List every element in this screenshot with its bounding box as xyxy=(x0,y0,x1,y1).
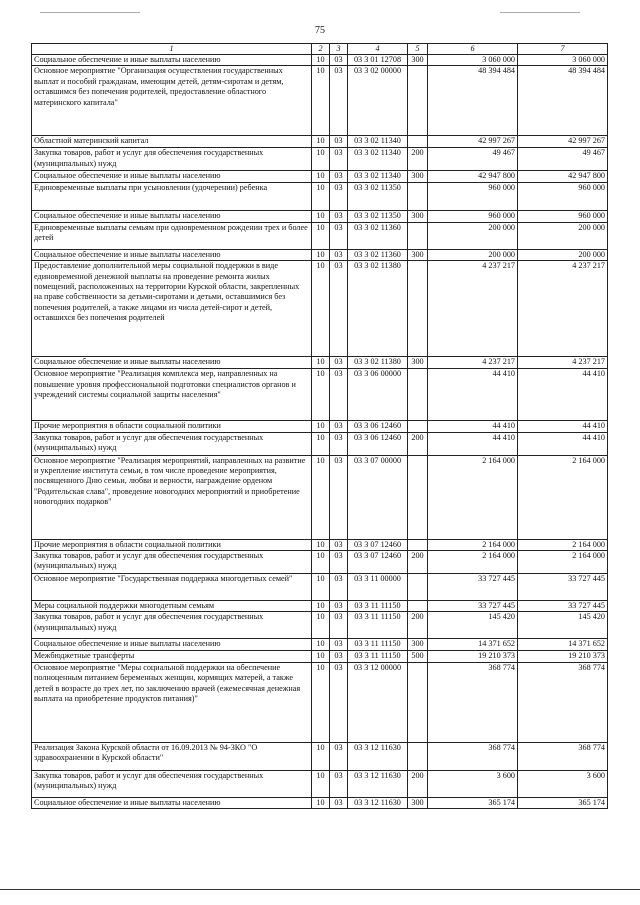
row-name-cell: Основное мероприятие "Реализация мероприятий, направленных на развитие и укрепление института семьи, в том числе проведение мероприятия, посвященного Дню семьи, любви и верности, награждение орденом "Родительская слава", проведение новогодних мероприятий и приобретение новогодних подарков" xyxy=(32,455,312,539)
expense-type-cell: 200 xyxy=(408,432,428,455)
amount-year1-cell: 44 410 xyxy=(428,369,518,421)
section-code-cell: 10 xyxy=(312,539,330,550)
row-name-cell: Межбюджетные трансферты xyxy=(32,651,312,662)
expense-type-cell: 200 xyxy=(408,148,428,171)
section-code-cell: 10 xyxy=(312,136,330,148)
row-name-cell: Единовременные выплаты семьям при одновременном рождении трех и более детей xyxy=(32,222,312,249)
amount-year2-cell: 42 947 800 xyxy=(518,171,608,183)
target-article-cell: 03 3 06 12460 xyxy=(348,421,408,432)
table-row xyxy=(32,651,608,662)
amount-year2-cell: 44 410 xyxy=(518,421,608,432)
amount-year2-cell: 4 237 217 xyxy=(518,261,608,357)
amount-year2-cell: 49 467 xyxy=(518,148,608,171)
section-code-cell: 10 xyxy=(312,432,330,455)
expense-type-cell xyxy=(408,183,428,211)
table-row xyxy=(32,662,608,742)
section-code-cell: 10 xyxy=(312,770,330,797)
section-code-cell: 10 xyxy=(312,55,330,66)
target-article-cell: 03 3 06 00000 xyxy=(348,369,408,421)
table-row xyxy=(32,455,608,539)
amount-year1-cell: 14 371 652 xyxy=(428,639,518,651)
row-name-cell: Закупка товаров, работ и услуг для обеспечения государственных (муниципальных) нужд xyxy=(32,770,312,797)
page-number: 75 xyxy=(315,25,325,36)
scan-artifact-line xyxy=(40,12,140,13)
expense-type-cell: 500 xyxy=(408,651,428,662)
amount-year1-cell: 4 237 217 xyxy=(428,357,518,369)
table-row xyxy=(32,211,608,222)
target-article-cell: 03 3 02 11340 xyxy=(348,171,408,183)
expense-type-cell: 200 xyxy=(408,612,428,639)
subsection-code-cell: 03 xyxy=(330,612,348,639)
section-code-cell: 10 xyxy=(312,261,330,357)
section-code-cell: 10 xyxy=(312,574,330,601)
subsection-code-cell: 03 xyxy=(330,770,348,797)
expense-type-cell: 300 xyxy=(408,171,428,183)
amount-year1-cell: 49 467 xyxy=(428,148,518,171)
row-name-cell: Основное мероприятие "Организация осуществления государственных выплат и пособий гражданам, имеющим детей, детям-сиротам и детям, оставшимся без попечения родителей, предоставление областного материнского капитала" xyxy=(32,66,312,136)
subsection-code-cell: 03 xyxy=(330,651,348,662)
section-code-cell: 10 xyxy=(312,183,330,211)
amount-year1-cell: 33 727 445 xyxy=(428,574,518,601)
section-code-cell: 10 xyxy=(312,797,330,808)
table-row xyxy=(32,797,608,808)
amount-year1-cell: 145 420 xyxy=(428,612,518,639)
row-name-cell: Закупка товаров, работ и услуг для обеспечения государственных (муниципальных) нужд xyxy=(32,148,312,171)
section-code-cell: 10 xyxy=(312,651,330,662)
section-code-cell: 10 xyxy=(312,601,330,612)
target-article-cell: 03 3 02 11360 xyxy=(348,222,408,249)
table-row xyxy=(32,369,608,421)
expense-type-cell: 300 xyxy=(408,249,428,260)
header-row xyxy=(32,44,608,55)
amount-year2-cell: 368 774 xyxy=(518,662,608,742)
section-code-cell: 10 xyxy=(312,662,330,742)
expense-type-cell xyxy=(408,539,428,550)
table-row xyxy=(32,261,608,357)
row-name-cell: Социальное обеспечение и иные выплаты населению xyxy=(32,639,312,651)
expense-type-cell xyxy=(408,222,428,249)
amount-year1-cell: 2 164 000 xyxy=(428,455,518,539)
col-header-2: 2 xyxy=(312,44,330,55)
section-code-cell: 10 xyxy=(312,421,330,432)
expense-type-cell xyxy=(408,421,428,432)
target-article-cell: 03 3 02 11380 xyxy=(348,261,408,357)
section-code-cell: 10 xyxy=(312,249,330,260)
section-code-cell: 10 xyxy=(312,171,330,183)
target-article-cell: 03 3 11 11150 xyxy=(348,651,408,662)
subsection-code-cell: 03 xyxy=(330,222,348,249)
target-article-cell: 03 3 01 12708 xyxy=(348,55,408,66)
row-name-cell: Основное мероприятие "Реализация комплекса мер, направленных на повышение уровня профессиональной подготовки специалистов органов и учреждений системы социальной защиты населения" xyxy=(32,369,312,421)
section-code-cell: 10 xyxy=(312,369,330,421)
target-article-cell: 03 3 11 11150 xyxy=(348,639,408,651)
amount-year1-cell: 44 410 xyxy=(428,432,518,455)
subsection-code-cell: 03 xyxy=(330,639,348,651)
amount-year1-cell: 4 237 217 xyxy=(428,261,518,357)
row-name-cell: Социальное обеспечение и иные выплаты населению xyxy=(32,249,312,260)
expense-type-cell xyxy=(408,261,428,357)
section-code-cell: 10 xyxy=(312,66,330,136)
table-row xyxy=(32,539,608,550)
target-article-cell: 03 3 12 11630 xyxy=(348,770,408,797)
amount-year2-cell: 368 774 xyxy=(518,742,608,770)
section-code-cell: 10 xyxy=(312,357,330,369)
row-name-cell: Социальное обеспечение и иные выплаты населению xyxy=(32,211,312,222)
target-article-cell: 03 3 06 12460 xyxy=(348,432,408,455)
amount-year2-cell: 960 000 xyxy=(518,211,608,222)
table-row xyxy=(32,148,608,171)
row-name-cell: Социальное обеспечение и иные выплаты населению xyxy=(32,357,312,369)
expense-type-cell: 300 xyxy=(408,357,428,369)
section-code-cell: 10 xyxy=(312,612,330,639)
table-row xyxy=(32,601,608,612)
table-row xyxy=(32,55,608,66)
target-article-cell: 03 3 07 12460 xyxy=(348,551,408,574)
subsection-code-cell: 03 xyxy=(330,261,348,357)
subsection-code-cell: 03 xyxy=(330,432,348,455)
subsection-code-cell: 03 xyxy=(330,357,348,369)
row-name-cell: Социальное обеспечение и иные выплаты населению xyxy=(32,55,312,66)
table-row xyxy=(32,66,608,136)
section-code-cell: 10 xyxy=(312,148,330,171)
expense-type-cell xyxy=(408,455,428,539)
col-header-1: 1 xyxy=(32,44,312,55)
table-row xyxy=(32,551,608,574)
subsection-code-cell: 03 xyxy=(330,171,348,183)
expense-type-cell xyxy=(408,742,428,770)
amount-year2-cell: 2 164 000 xyxy=(518,551,608,574)
subsection-code-cell: 03 xyxy=(330,455,348,539)
amount-year2-cell: 42 997 267 xyxy=(518,136,608,148)
amount-year1-cell: 960 000 xyxy=(428,183,518,211)
col-header-3: 3 xyxy=(330,44,348,55)
expense-type-cell xyxy=(408,601,428,612)
budget-table xyxy=(31,43,608,809)
amount-year1-cell: 960 000 xyxy=(428,211,518,222)
target-article-cell: 03 3 02 11380 xyxy=(348,357,408,369)
amount-year1-cell: 368 774 xyxy=(428,662,518,742)
target-article-cell: 03 3 02 11350 xyxy=(348,211,408,222)
section-code-cell: 10 xyxy=(312,551,330,574)
table-row xyxy=(32,639,608,651)
expense-type-cell: 300 xyxy=(408,211,428,222)
row-name-cell: Социальное обеспечение и иные выплаты населению xyxy=(32,171,312,183)
amount-year2-cell: 44 410 xyxy=(518,369,608,421)
table-row xyxy=(32,432,608,455)
expense-type-cell xyxy=(408,662,428,742)
row-name-cell: Социальное обеспечение и иные выплаты населению xyxy=(32,797,312,808)
subsection-code-cell: 03 xyxy=(330,136,348,148)
subsection-code-cell: 03 xyxy=(330,148,348,171)
table-row xyxy=(32,357,608,369)
target-article-cell: 03 3 02 11340 xyxy=(348,136,408,148)
subsection-code-cell: 03 xyxy=(330,742,348,770)
target-article-cell: 03 3 02 00000 xyxy=(348,66,408,136)
expense-type-cell: 200 xyxy=(408,770,428,797)
row-name-cell: Основное мероприятие "Меры социальной поддержки на обеспечение полноценным питанием беременных женщин, кормящих матерей, а также детей в возрасте до трех лет, по заключению врачей (ежемесячная денежная выплата на приобретение продуктов питания)" xyxy=(32,662,312,742)
subsection-code-cell: 03 xyxy=(330,551,348,574)
expense-type-cell: 200 xyxy=(408,551,428,574)
amount-year1-cell: 2 164 000 xyxy=(428,551,518,574)
amount-year1-cell: 48 394 484 xyxy=(428,66,518,136)
amount-year2-cell: 145 420 xyxy=(518,612,608,639)
col-header-6: 6 xyxy=(428,44,518,55)
table-row xyxy=(32,183,608,211)
target-article-cell: 03 3 02 11350 xyxy=(348,183,408,211)
subsection-code-cell: 03 xyxy=(330,539,348,550)
amount-year2-cell: 2 164 000 xyxy=(518,455,608,539)
target-article-cell: 03 3 12 11630 xyxy=(348,742,408,770)
amount-year1-cell: 42 997 267 xyxy=(428,136,518,148)
amount-year1-cell: 33 727 445 xyxy=(428,601,518,612)
row-name-cell: Закупка товаров, работ и услуг для обеспечения государственных (муниципальных) нужд xyxy=(32,432,312,455)
amount-year1-cell: 200 000 xyxy=(428,249,518,260)
target-article-cell: 03 3 12 00000 xyxy=(348,662,408,742)
amount-year2-cell: 3 060 000 xyxy=(518,55,608,66)
row-name-cell: Основное мероприятие "Государственная поддержка многодетных семей" xyxy=(32,574,312,601)
amount-year1-cell: 3 060 000 xyxy=(428,55,518,66)
amount-year2-cell: 33 727 445 xyxy=(518,601,608,612)
expense-type-cell xyxy=(408,136,428,148)
amount-year2-cell: 14 371 652 xyxy=(518,639,608,651)
target-article-cell: 03 3 11 11150 xyxy=(348,601,408,612)
amount-year2-cell: 3 600 xyxy=(518,770,608,797)
target-article-cell: 03 3 02 11340 xyxy=(348,148,408,171)
expense-type-cell: 300 xyxy=(408,797,428,808)
subsection-code-cell: 03 xyxy=(330,797,348,808)
amount-year1-cell: 365 174 xyxy=(428,797,518,808)
row-name-cell: Прочие мероприятия в области социальной политики xyxy=(32,421,312,432)
target-article-cell: 03 3 12 11630 xyxy=(348,797,408,808)
table-row xyxy=(32,742,608,770)
amount-year1-cell: 2 164 000 xyxy=(428,539,518,550)
table-row xyxy=(32,249,608,260)
expense-type-cell xyxy=(408,66,428,136)
table-row xyxy=(32,574,608,601)
subsection-code-cell: 03 xyxy=(330,55,348,66)
table-row xyxy=(32,421,608,432)
section-code-cell: 10 xyxy=(312,455,330,539)
subsection-code-cell: 03 xyxy=(330,662,348,742)
amount-year2-cell: 44 410 xyxy=(518,432,608,455)
amount-year1-cell: 200 000 xyxy=(428,222,518,249)
expense-type-cell xyxy=(408,574,428,601)
amount-year2-cell: 48 394 484 xyxy=(518,66,608,136)
row-name-cell: Областной материнский капитал xyxy=(32,136,312,148)
scan-artifact-line xyxy=(0,889,640,890)
subsection-code-cell: 03 xyxy=(330,369,348,421)
row-name-cell: Единовременные выплаты при усыновлении (удочерении) ребенка xyxy=(32,183,312,211)
subsection-code-cell: 03 xyxy=(330,574,348,601)
amount-year1-cell: 42 947 800 xyxy=(428,171,518,183)
amount-year2-cell: 19 210 373 xyxy=(518,651,608,662)
col-header-4: 4 xyxy=(348,44,408,55)
subsection-code-cell: 03 xyxy=(330,183,348,211)
subsection-code-cell: 03 xyxy=(330,66,348,136)
table-row xyxy=(32,136,608,148)
row-name-cell: Закупка товаров, работ и услуг для обеспечения государственных (муниципальных) нужд xyxy=(32,612,312,639)
table-row xyxy=(32,222,608,249)
amount-year1-cell: 368 774 xyxy=(428,742,518,770)
amount-year1-cell: 19 210 373 xyxy=(428,651,518,662)
col-header-7: 7 xyxy=(518,44,608,55)
section-code-cell: 10 xyxy=(312,639,330,651)
amount-year2-cell: 365 174 xyxy=(518,797,608,808)
target-article-cell: 03 3 07 00000 xyxy=(348,455,408,539)
amount-year1-cell: 3 600 xyxy=(428,770,518,797)
subsection-code-cell: 03 xyxy=(330,601,348,612)
target-article-cell: 03 3 02 11360 xyxy=(348,249,408,260)
amount-year2-cell: 960 000 xyxy=(518,183,608,211)
table-row xyxy=(32,770,608,797)
row-name-cell: Прочие мероприятия в области социальной политики xyxy=(32,539,312,550)
section-code-cell: 10 xyxy=(312,222,330,249)
amount-year1-cell: 44 410 xyxy=(428,421,518,432)
table-row xyxy=(32,612,608,639)
section-code-cell: 10 xyxy=(312,211,330,222)
amount-year2-cell: 2 164 000 xyxy=(518,539,608,550)
subsection-code-cell: 03 xyxy=(330,249,348,260)
target-article-cell: 03 3 11 00000 xyxy=(348,574,408,601)
row-name-cell: Предоставление дополнительной меры социальной поддержки в виде единовременной денежной выплаты на проведение ремонта жилых помещений, расположенных на территории Курской области, закрепленных на праве собственности за детьми-сиротами и детьми, оставшимися без попечения родителей, а также лицами из числа детей-сирот и детей, оставшихся без попечения родителей xyxy=(32,261,312,357)
target-article-cell: 03 3 07 12460 xyxy=(348,539,408,550)
amount-year2-cell: 200 000 xyxy=(518,222,608,249)
expense-type-cell: 300 xyxy=(408,639,428,651)
table-row xyxy=(32,171,608,183)
amount-year2-cell: 33 727 445 xyxy=(518,574,608,601)
scan-artifact-line xyxy=(500,12,580,13)
col-header-5: 5 xyxy=(408,44,428,55)
row-name-cell: Реализация Закона Курской области от 16.09.2013 № 94-ЗКО "О здравоохранении в Курской области" xyxy=(32,742,312,770)
subsection-code-cell: 03 xyxy=(330,421,348,432)
target-article-cell: 03 3 11 11150 xyxy=(348,612,408,639)
amount-year2-cell: 4 237 217 xyxy=(518,357,608,369)
row-name-cell: Меры социальной поддержки многодетным семьям xyxy=(32,601,312,612)
amount-year2-cell: 200 000 xyxy=(518,249,608,260)
section-code-cell: 10 xyxy=(312,742,330,770)
expense-type-cell: 300 xyxy=(408,55,428,66)
subsection-code-cell: 03 xyxy=(330,211,348,222)
expense-type-cell xyxy=(408,369,428,421)
row-name-cell: Закупка товаров, работ и услуг для обеспечения государственных (муниципальных) нужд xyxy=(32,551,312,574)
